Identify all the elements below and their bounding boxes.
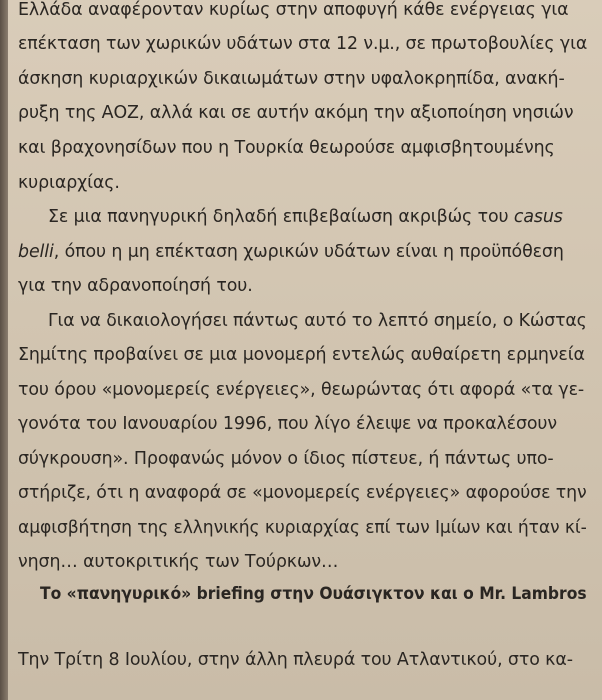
section-heading: Το «πανηγυρικό» briefing στην Ουάσιγκτον και ο Mr. Lambros <box>40 584 587 604</box>
text-line: για την αδρανοποίησή του. <box>18 276 253 296</box>
text-line: σύγκρουση». Προφανώς μόνον ο ίδιος πίστευε, ή πάντως υπο- <box>18 449 554 469</box>
text-run: , όπου η μη επέκταση χωρικών υδάτων είναι η προϋπόθεση <box>53 242 564 262</box>
italic-term: casus <box>513 207 563 227</box>
text-line: ρυξη της ΑΟΖ, αλλά και σε αυτήν ακόμη την αξιοποίηση νησιών <box>18 103 574 123</box>
text-line <box>18 242 564 262</box>
text-line: αμφισβήτηση της ελληνικής κυριαρχίας επί των Ιμίων και ήταν κί- <box>18 518 587 538</box>
italic-term: belli <box>18 242 54 262</box>
text-line <box>48 207 563 227</box>
text-line: Ελλάδα αναφέρονταν κυρίως στην αποφυγή κάθε ενέργειας για <box>18 0 569 20</box>
text-line: Την Τρίτη 8 Ιουλίου, στην άλλη πλευρά του Ατλαντικού, στο κα- <box>18 650 573 670</box>
text-line: γονότα του Ιανουαρίου 1996, που λίγο έλειψε να προκαλέσουν <box>18 414 557 434</box>
text-line: του όρου «μονομερείς ενέργειες», θεωρώντας ότι αφορά «τα γε- <box>18 380 585 400</box>
text-line: Σημίτης προβαίνει σε μια μονομερή εντελώς αυθαίρετη ερμηνεία <box>18 345 585 365</box>
text-run: Σε μια πανηγυρική δηλαδή επιβεβαίωση ακριβώς του <box>48 207 514 227</box>
text-line: στήριζε, ότι η αναφορά σε «μονομερείς ενέργειες» αφορούσε την <box>18 483 587 503</box>
book-page <box>18 0 593 700</box>
text-line: Για να δικαιολογήσει πάντως αυτό το λεπτό σημείο, ο Κώστας <box>48 311 587 331</box>
text-line: επέκταση των χωρικών υδάτων στα 12 ν.μ., σε πρωτοβουλίες για <box>18 34 588 54</box>
text-line: κυριαρχίας. <box>18 173 120 193</box>
text-line: νηση… αυτοκριτικής των Τούρκων… <box>18 552 339 572</box>
book-spine-shadow <box>0 0 8 700</box>
text-line: και βραχονησίδων που η Τουρκία θεωρούσε αμφισβητουμένης <box>18 138 555 158</box>
text-line: άσκηση κυριαρχικών δικαιωμάτων στην υφαλοκρηπίδα, ανακή- <box>18 69 565 89</box>
